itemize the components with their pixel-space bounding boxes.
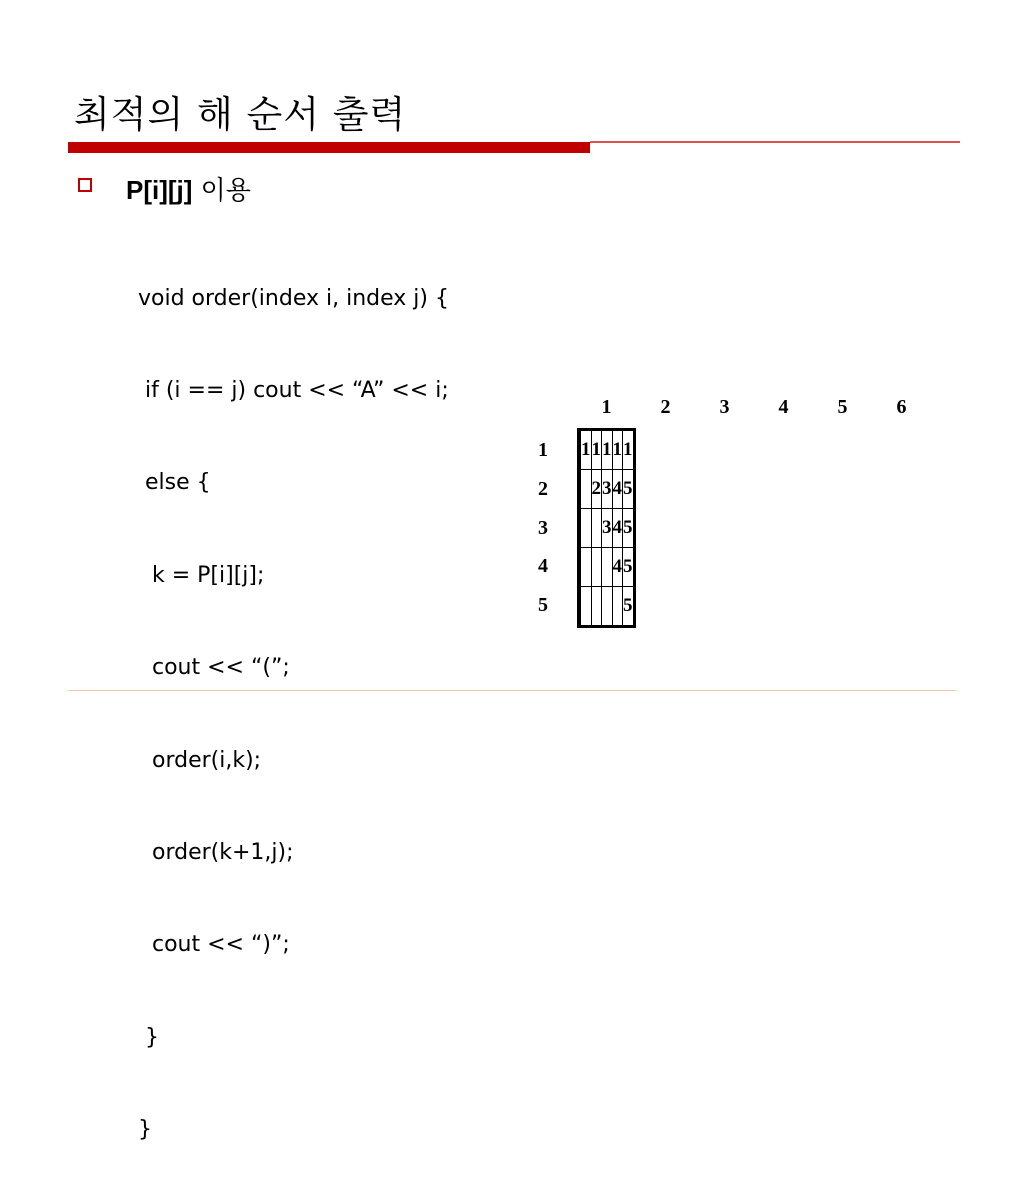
table-row <box>579 509 635 548</box>
table-cell: 4 <box>612 509 623 548</box>
table-cell: 3 <box>602 470 613 509</box>
row-header: 5 <box>538 594 548 616</box>
code-line: order(i,k); <box>138 747 262 773</box>
table-cell: 1 <box>602 430 613 470</box>
table-cell: 2 <box>591 470 602 509</box>
code-line: order(k+1,j); <box>138 839 294 865</box>
table-cell <box>581 548 592 587</box>
code-line: } <box>138 1117 152 1143</box>
table-row <box>579 470 635 509</box>
bullet-item <box>126 170 251 207</box>
row-header: 2 <box>538 478 548 500</box>
code-line: cout << “(”; <box>138 655 290 681</box>
row-header: 3 <box>538 517 548 539</box>
title-underline-thin <box>590 141 960 143</box>
table-cell <box>581 587 592 627</box>
table-row <box>579 548 635 587</box>
table-row <box>579 430 635 470</box>
table-cell <box>602 548 613 587</box>
column-header: 1 <box>601 396 612 418</box>
row-header: 1 <box>538 439 548 461</box>
code-block <box>138 222 449 1177</box>
column-header: 4 <box>778 396 789 418</box>
table-cell <box>591 509 602 548</box>
matrix-table <box>577 428 636 628</box>
slide-title: 최적의 해 순서 출력 <box>74 93 407 136</box>
table-cell: 4 <box>612 548 623 587</box>
table-cell <box>581 509 592 548</box>
code-line: if (i == j) cout << “A” << i; <box>138 377 449 403</box>
table-cell: 5 <box>623 548 635 587</box>
code-line: k = P[i][j]; <box>138 562 265 588</box>
square-bullet-icon <box>78 178 92 192</box>
table-cell: 4 <box>612 470 623 509</box>
column-header: 2 <box>660 396 671 418</box>
table-cell <box>602 587 613 627</box>
title-underline-thick <box>68 142 590 153</box>
code-line: else { <box>138 470 211 496</box>
table-cell: 1 <box>591 430 602 470</box>
table-cell <box>591 548 602 587</box>
table-cell: 1 <box>581 430 592 470</box>
table-row <box>579 587 635 627</box>
bullet-bold-text: P[i][j] <box>126 175 193 205</box>
table-cell: 5 <box>623 470 635 509</box>
bullet-rest-text: 이용 <box>192 176 251 206</box>
column-header: 5 <box>837 396 848 418</box>
footer-divider <box>68 690 956 691</box>
table-cell: 3 <box>602 509 613 548</box>
code-line: cout << “)”; <box>138 932 290 958</box>
table-cell <box>581 470 592 509</box>
column-header: 3 <box>719 396 730 418</box>
table-cell <box>591 587 602 627</box>
row-header: 4 <box>538 555 548 577</box>
table-cell: 1 <box>612 430 623 470</box>
table-cell: 1 <box>623 430 635 470</box>
column-header: 6 <box>896 396 907 418</box>
table-cell <box>612 587 623 627</box>
table-cell: 5 <box>623 587 635 627</box>
code-line: void order(index i, index j) { <box>138 285 449 311</box>
code-line: } <box>138 1024 159 1050</box>
table-cell: 5 <box>623 509 635 548</box>
